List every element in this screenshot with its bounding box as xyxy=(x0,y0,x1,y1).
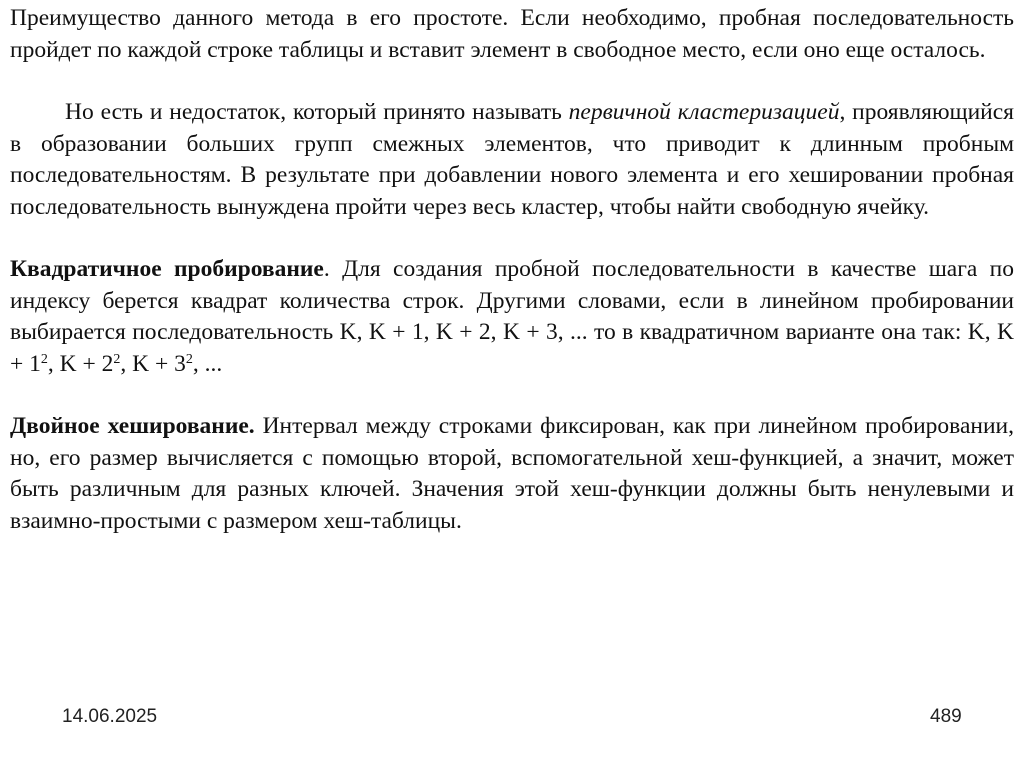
footer-date: 14.06.2025 xyxy=(62,706,158,727)
paragraph-text: Интервал между строками фиксирован, как при линейном пробировании, но, его размер вычисляется с помощью второй, вспомогательной хеш-функцией, а значит, может быть различным для разных ключей. Значения этой хеш-функции должны быть ненулевыми и взаимно-простыми с размером хеш-таблицы. xyxy=(10,413,1014,534)
paragraph-text: Но есть и недостаток, который принято называть xyxy=(65,99,569,125)
sequence-term: ... xyxy=(204,350,223,377)
paragraph-primary-clustering xyxy=(10,97,1014,223)
footer-page-number: 489 xyxy=(930,706,962,727)
term-primary-clustering: первичной кластеризацией xyxy=(568,99,840,125)
sequence-exponent: 2 xyxy=(113,351,121,367)
paragraph-quadratic-probing xyxy=(10,254,1014,380)
sequence-term: K + 2 xyxy=(59,350,114,377)
document-page xyxy=(10,3,1014,537)
paragraph-text: , проявляющийся в образовании больших групп смежных элементов, что приводит к длинным пробным последовательностям. В результате при добавлении нового элемента и его хешировании пробная последовательность вынуждена пройти через весь кластер, чтобы найти свободную ячейку. xyxy=(10,99,1014,220)
sequence-term: K xyxy=(967,319,985,345)
term-double-hashing: Двойное хеширование. xyxy=(10,413,255,439)
paragraph-method-advantage: Преимущество данного метода в его простоте. Если необходимо, пробная последовательность пройдет по каждой строке таблицы и вставит элемент в свободное место, если оно еще осталось. xyxy=(10,5,1014,63)
paragraph-double-hashing xyxy=(10,411,1014,537)
paragraph-text: . Для создания пробной последовательности в качестве шага по индексу берется квадрат количества строк. Другими словами, если в линейном пробировании выбирается последовательность K, K + 1, K + 2, K + 3, ... то в квадратичном варианте она так: xyxy=(10,256,1014,345)
sequence-exponent: 2 xyxy=(185,351,193,367)
term-quadratic-probing: Квадратичное пробирование xyxy=(10,256,324,282)
sequence-term: K + 3 xyxy=(132,350,186,377)
sequence-exponent: 2 xyxy=(40,351,48,367)
sequence-term: K + 1 xyxy=(10,319,1014,377)
quadratic-sequence: K, $K + 1^2$, $K + 2^2$, $K + 3^2$, ... xyxy=(10,319,1014,377)
